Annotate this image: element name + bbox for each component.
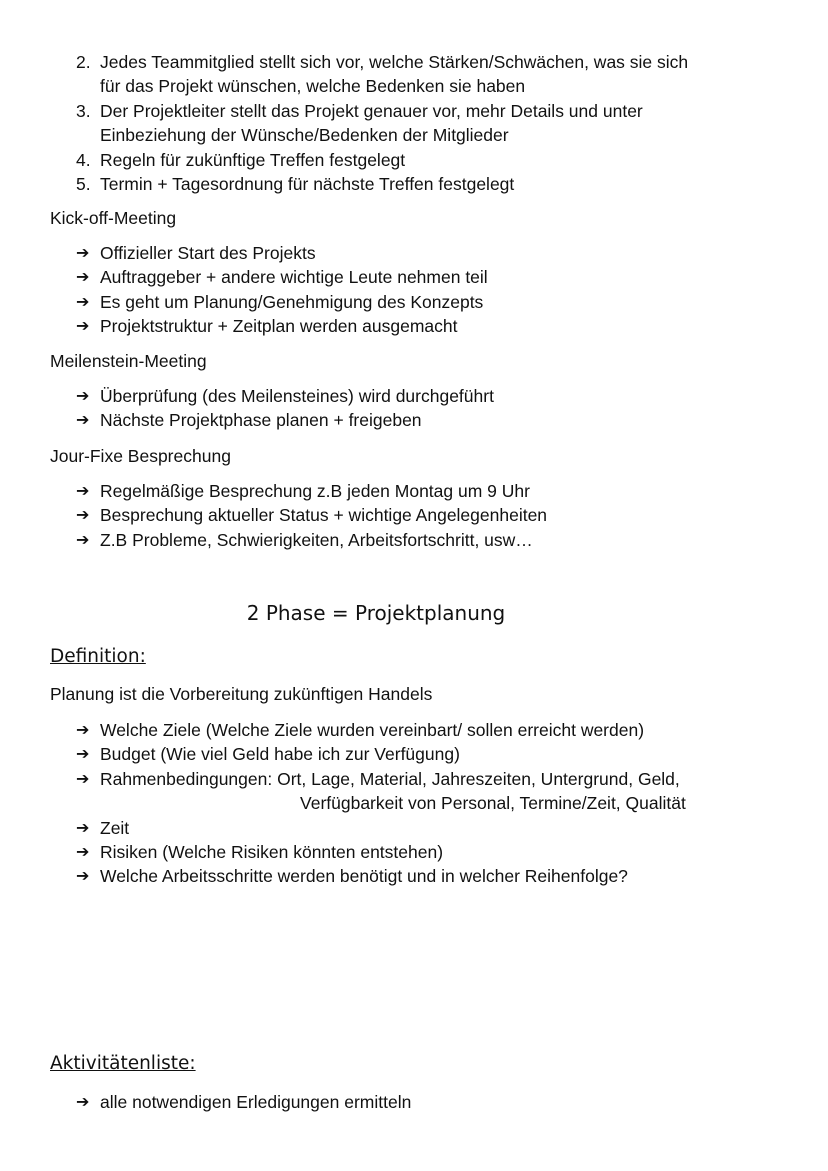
arrow-icon: ➔ [76,1092,90,1111]
arrow-icon: ➔ [76,720,90,739]
list-item: ➔ Welche Ziele (Welche Ziele wurden vereinbart/ sollen erreicht werden) [76,718,686,742]
list-text: Einbeziehung der Wünsche/Bedenken der Mitglieder [100,125,509,146]
list-item [76,50,776,99]
list-number: 5. [76,174,91,195]
list-text-continuation: Verfügbarkeit von Personal, Termine/Zeit, Qualität [300,793,686,814]
list-text: Jedes Teammitglied stellt sich vor, welche Stärken/Schwächen, was sie sich [100,52,689,72]
arrow-icon: ➔ [76,291,90,311]
list-text: für das Projekt wünschen, welche Bedenken sie haben [100,76,526,97]
list-item: ➔ Nächste Projektphase planen + freigeben [76,408,494,432]
list-text: Termin + Tagesordnung für nächste Treffen festgelegt [100,174,515,195]
list-number: 3. [76,100,91,121]
list-number: 2. [76,52,91,72]
list-item: ➔ Überprüfung (des Meilensteines) wird durchgeführt [76,384,494,408]
list-item: ➔ Auftraggeber + andere wichtige Leute nehmen teil [76,265,488,289]
list-item: ➔ alle notwendigen Erledigungen ermitteln [76,1090,411,1114]
activity-heading: Aktivitätenliste: [50,1053,196,1074]
arrow-icon: ➔ [76,410,90,430]
arrow-icon: ➔ [76,744,90,764]
jourfixe-list [76,479,547,552]
jourfixe-heading: Jour-Fixe Besprechung [50,446,231,466]
kickoff-list [76,241,488,339]
arrow-icon: ➔ [76,817,90,837]
definition-text: Planung ist die Vorbereitung zukünftigen Handels [50,684,433,704]
list-item: ➔ Es geht um Planung/Genehmigung des Konzepts [76,290,488,314]
list-item: ➔ Budget (Wie viel Geld habe ich zur Verfügung) [76,742,686,766]
arrow-icon: ➔ [76,529,90,549]
list-item: ➔ Besprechung aktueller Status + wichtige Angelegenheiten [76,503,547,527]
arrow-icon: ➔ [76,842,90,862]
intro-numbered-list [76,50,776,196]
list-number: 4. [76,149,91,170]
list-item: ➔ Welche Arbeitsschritte werden benötigt und in welcher Reihenfolge? [76,864,686,888]
definition-list [76,718,686,889]
arrow-icon: ➔ [76,386,90,405]
list-item [76,148,776,172]
arrow-icon: ➔ [76,866,90,886]
list-item: ➔ Risiken (Welche Risiken könnten entstehen) [76,840,686,864]
list-text: Rahmenbedingungen: Ort, Lage, Material, Jahreszeiten, Untergrund, Geld, [100,768,680,789]
milestone-list [76,384,494,433]
list-text: Der Projektleiter stellt das Projekt genauer vor, mehr Details und unter [100,100,643,121]
definition-heading: Definition: [50,646,146,667]
arrow-icon: ➔ [76,316,90,336]
arrow-icon: ➔ [76,481,90,500]
list-item: ➔ Projektstruktur + Zeitplan werden ausgemacht [76,314,488,338]
list-item [76,99,776,148]
arrow-icon: ➔ [76,505,90,525]
list-item [76,172,776,196]
list-item: ➔ Zeit [76,816,686,840]
arrow-icon: ➔ [76,267,90,287]
arrow-icon: ➔ [76,243,90,262]
kickoff-heading: Kick-off-Meeting [50,208,177,228]
arrow-icon: ➔ [76,768,90,788]
list-item [76,767,686,816]
list-text: Regeln für zukünftige Treffen festgelegt [100,149,406,170]
phase-title: 2 Phase = Projektplanung [246,601,506,625]
activity-list [76,1090,411,1114]
milestone-heading: Meilenstein-Meeting [50,351,207,371]
list-item: ➔ Offizieller Start des Projekts [76,241,488,265]
list-item: ➔ Z.B Probleme, Schwierigkeiten, Arbeitsfortschritt, usw… [76,528,547,552]
list-item: ➔ Regelmäßige Besprechung z.B jeden Montag um 9 Uhr [76,479,547,503]
